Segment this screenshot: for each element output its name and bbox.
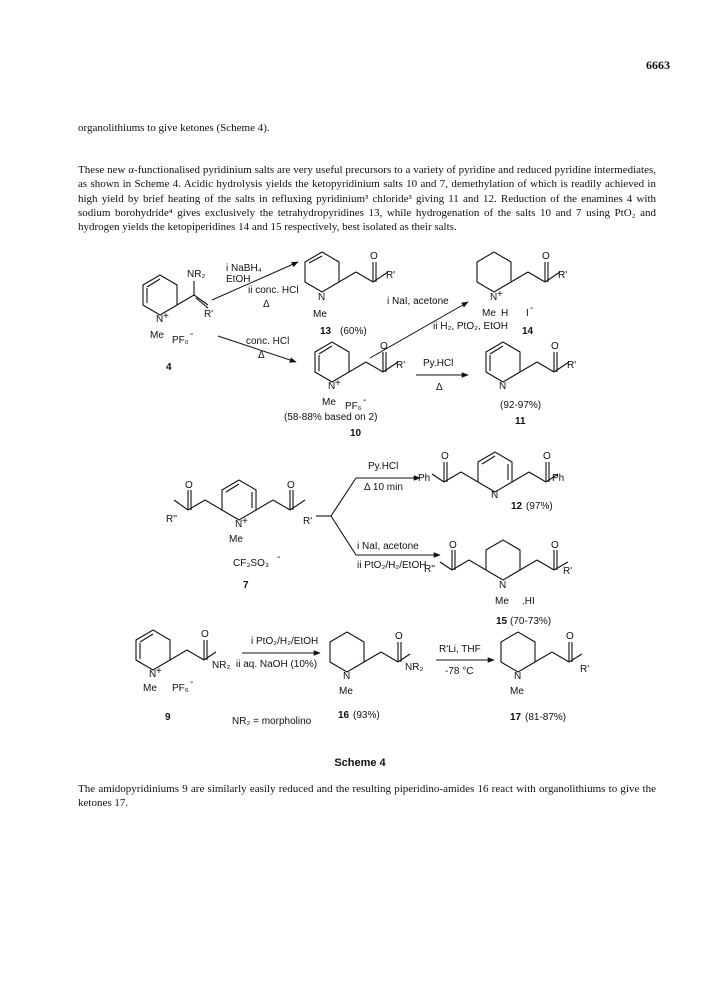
nr2-definition: NR₂ = morpholino — [232, 716, 312, 727]
reagent-pyhcl-1: Py.HCl — [423, 358, 454, 369]
bond-line — [482, 456, 495, 464]
iodide-minus-14: - — [530, 303, 534, 314]
h-label-14: H — [501, 308, 509, 319]
bond-line — [256, 500, 273, 510]
bond-line — [273, 500, 290, 510]
bond-line — [490, 346, 503, 354]
reagent-naoh: ii aq. NaOH (10%) — [236, 659, 318, 670]
nr2-label-16: NR₂ — [405, 662, 424, 673]
me-label-10: Me — [322, 397, 336, 408]
bond-line — [535, 652, 552, 662]
bond-line — [177, 295, 194, 305]
bond-line — [486, 342, 520, 382]
me-label-4: Me — [150, 330, 164, 341]
me-label-7: Me — [229, 534, 243, 545]
bond-line — [305, 252, 339, 292]
compound-16: 16 — [338, 710, 350, 721]
bond-line — [511, 272, 528, 282]
compound-10: 10 — [350, 428, 362, 439]
o-label-15b: O — [551, 540, 559, 551]
cf3so3-label-7: CF₃SO₃ — [233, 558, 269, 569]
n-label-14: N — [490, 292, 498, 303]
reagent-nai-acetone: i NaI, acetone — [387, 296, 449, 307]
bond-line — [537, 560, 554, 570]
o-label-12b: O — [543, 451, 551, 462]
nr2-label-4: NR₂ — [187, 269, 206, 280]
compound-14: 14 — [522, 326, 534, 337]
bond-line — [520, 362, 537, 372]
plus-label-14: + — [497, 289, 503, 300]
paragraph-body: These new α-functionalised pyridinium salts are very useful precursors to a variety of pyridine and reduced pyridine intermediates, as shown in Scheme 4. Acidic hydrolysis yields the ketopyridinium salts 10 and 7, demethylation of which is readily achieved in high yield by brief heating of the salts in refluxing pyridinium³ chloride³ giving 11 and 12. Reduction of the enamines 4 with sodium borohydride⁴ gives exclusively the tetrahydropyridines 13, while hydrogenation of the salts 10 and 7 using PtO₂ and hydrogen yields the ketopiperidines 14 and 15 respectively, best isolated as their salts. — [78, 164, 656, 234]
bond-line — [143, 275, 177, 315]
reagent-etoh: EtOH — [226, 274, 251, 285]
branch-up — [331, 478, 356, 516]
reagent-heat-3: Δ — [436, 382, 443, 393]
o-label-16: O — [395, 631, 403, 642]
reagent-nai-acetone-7: i NaI, acetone — [357, 541, 419, 552]
r-label-7: R' — [303, 516, 313, 527]
pf6-label-10: PF₆ — [345, 401, 362, 412]
bond-line — [461, 472, 478, 482]
bond-line — [366, 362, 383, 372]
bond-line — [356, 272, 373, 282]
n-label-4: N — [156, 314, 164, 325]
structure-15 — [440, 540, 568, 580]
o-label-11: O — [551, 341, 559, 352]
n-label-17: N — [514, 671, 522, 682]
n-label-7: N — [235, 519, 243, 530]
yield-17: (81-87%) — [525, 712, 567, 723]
hi-label-15: .HI — [522, 596, 535, 607]
compound-17: 17 — [510, 712, 522, 723]
n-label-13: N — [318, 292, 326, 303]
reagent-temp: -78 °C — [445, 666, 474, 677]
bond-line — [381, 652, 398, 662]
plus-label-7: + — [242, 516, 248, 527]
compound-7: 7 — [243, 580, 249, 591]
bond-line — [290, 500, 305, 510]
structure-4 — [143, 275, 208, 315]
pf6-minus-4: - — [190, 329, 194, 340]
o-label-7b: O — [287, 480, 295, 491]
yield-13: (60%) — [340, 326, 367, 337]
bond-line — [147, 279, 160, 287]
reagent-rli-thf: R'Li, THF — [439, 644, 481, 655]
n-label-12: N — [491, 490, 499, 501]
me-label-16: Me — [339, 686, 353, 697]
bond-line — [170, 650, 187, 660]
paragraph-closing: The amidopyridiniums 9 are similarly easily reduced and the resulting piperidino-amides 16 react with organolithiums to give the ketones 17. — [78, 783, 656, 810]
bond-line — [486, 540, 520, 580]
bond-line — [187, 650, 204, 660]
bond-line — [364, 652, 381, 662]
bond-line — [537, 362, 554, 372]
reagent-heat-1: Δ — [263, 299, 270, 310]
reagent-h2-pto2: ii H₂, PtO₂, EtOH — [433, 321, 508, 332]
bond-line — [309, 256, 322, 263]
o-label-13: O — [370, 251, 378, 262]
bond-line — [204, 652, 216, 660]
bond-line — [520, 560, 537, 570]
bond-line — [398, 654, 410, 662]
pf6-minus-10: - — [363, 395, 367, 406]
reagent-pto2-h2-etoh-7: ii PtO₂/H₂/EtOH — [357, 560, 427, 571]
compound-12: 12 — [511, 501, 523, 512]
paragraph-intro: organolithiums to give ketones (Scheme 4). — [78, 122, 270, 134]
yield-11: (92-97%) — [500, 400, 542, 411]
bond-line — [315, 342, 349, 382]
bond-line — [501, 632, 535, 672]
r-dprime-label-15: R'' — [424, 564, 436, 575]
bond-line — [569, 654, 582, 662]
bond-line — [529, 472, 546, 482]
yield-10: (58-88% based on 2) — [284, 412, 378, 423]
iodide-label-14: I — [526, 308, 529, 319]
structure-12 — [432, 452, 558, 492]
n-label-16: N — [343, 671, 351, 682]
plus-label-10: + — [335, 378, 341, 389]
bond-line — [194, 295, 208, 305]
compound-9: 9 — [165, 712, 171, 723]
yield-16: (93%) — [353, 710, 380, 721]
r-label-17: R' — [580, 664, 590, 675]
r-label-13: R' — [386, 270, 396, 281]
bond-line — [330, 632, 364, 672]
scheme-caption: Scheme 4 — [334, 757, 386, 769]
structure-7 — [174, 480, 305, 520]
reagent-conc-hcl: conc. HCl — [246, 336, 290, 347]
page-number: 6663 — [646, 58, 670, 72]
pf6-label-4: PF₆ — [172, 335, 189, 346]
bond-line — [552, 652, 569, 662]
r-label-4: R' — [204, 309, 214, 320]
n-label-15: N — [499, 580, 507, 591]
bond-line — [349, 362, 366, 372]
o-label-9: O — [201, 629, 209, 640]
cf3so3-minus-7: - — [277, 552, 281, 563]
me-label-17: Me — [510, 686, 524, 697]
bond-line — [478, 452, 512, 492]
bond-line — [432, 474, 444, 482]
reagent-pto2-h2-etoh-9: i PtO₂/H₂/EtOH — [251, 636, 319, 647]
r-label-10: R' — [396, 360, 406, 371]
reagent-heat-2: Δ — [258, 350, 265, 361]
pf6-minus-9: - — [190, 677, 194, 688]
bond-line — [339, 272, 356, 282]
o-label-12a: O — [441, 451, 449, 462]
ph-label-12a: Ph — [418, 473, 431, 484]
bond-line — [440, 562, 452, 570]
reagent-pyhcl-2: Py.HCl — [368, 461, 399, 472]
reagent-pyhcl-10min: Δ 10 min — [364, 482, 403, 493]
o-label-14: O — [542, 251, 550, 262]
bond-line — [196, 298, 208, 308]
r-dprime-label-7: R'' — [166, 514, 178, 525]
me-label-9: Me — [143, 683, 157, 694]
yield-12: (97%) — [526, 501, 553, 512]
plus-label-9: + — [156, 666, 162, 677]
bond-line — [528, 272, 545, 282]
plus-label-4: + — [163, 311, 169, 322]
compound-13: 13 — [320, 326, 332, 337]
compound-4: 4 — [166, 362, 172, 373]
pf6-label-9: PF₆ — [172, 683, 189, 694]
bond-line — [319, 346, 332, 354]
bond-line — [174, 500, 188, 510]
bond-line — [136, 630, 170, 670]
compound-11: 11 — [515, 416, 526, 427]
bond-line — [222, 480, 256, 520]
nr2-label-9: NR₂ — [212, 660, 231, 671]
bond-line — [140, 634, 153, 642]
bond-line — [469, 560, 486, 570]
o-label-17: O — [566, 631, 574, 642]
bond-line — [226, 484, 239, 492]
r-label-14: R' — [558, 270, 568, 281]
o-label-15a: O — [449, 540, 457, 551]
reagent-conc-hcl-ii: ii conc. HCl — [248, 285, 299, 296]
bond-line — [512, 472, 529, 482]
n-label-11: N — [499, 381, 507, 392]
n-label-9: N — [149, 669, 157, 680]
bond-line — [205, 500, 222, 510]
ph-label-12b: Ph — [552, 473, 565, 484]
reagent-nabh4: i NaBH₄ — [226, 263, 262, 274]
r-label-11: R' — [567, 360, 577, 371]
o-label-7a: O — [185, 480, 193, 491]
compound-15: 15 — [496, 616, 508, 627]
o-label-10: O — [380, 341, 388, 352]
bond-line — [477, 252, 511, 292]
me-label-15: Me — [495, 596, 509, 607]
yield-15: (70-73%) — [510, 616, 552, 627]
branch-down — [331, 516, 356, 555]
n-label-10: N — [328, 381, 336, 392]
me-label-13: Me — [313, 309, 327, 320]
r-label-15: R' — [563, 566, 573, 577]
me-label-14: Me — [482, 308, 496, 319]
